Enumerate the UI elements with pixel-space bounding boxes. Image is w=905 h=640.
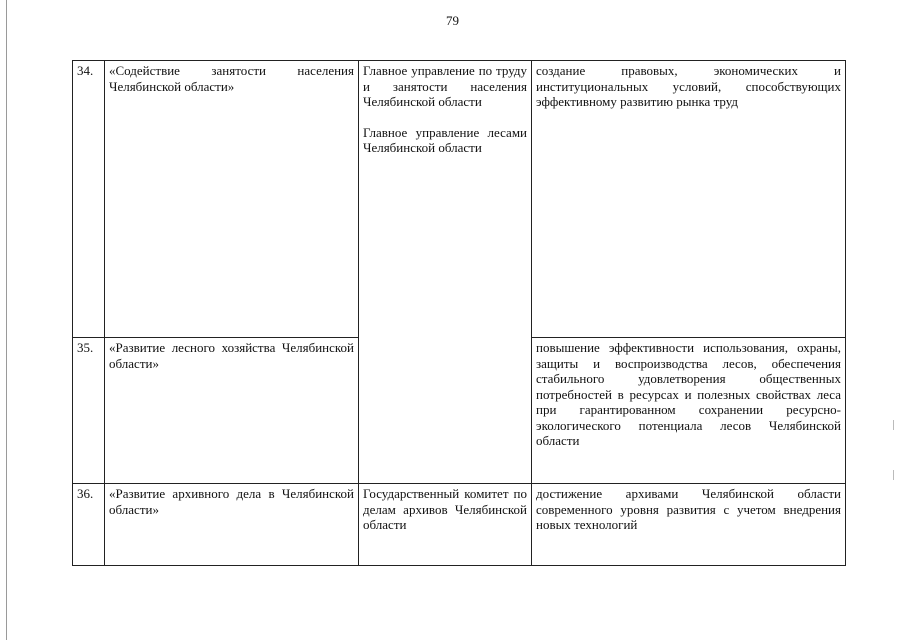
program-goal: создание правовых, экономических и институциональных условий, способствующих эффективному развитию рынка труд xyxy=(532,61,846,338)
table-row xyxy=(73,484,846,566)
scan-mark xyxy=(893,420,894,430)
table-row xyxy=(73,61,846,338)
row-number: 34. xyxy=(73,61,105,338)
page-number: 79 xyxy=(446,13,459,28)
executor-name: Главное управление по труду и занятости населения Челябинской области xyxy=(363,63,527,109)
executor-name: Главное управление лесами Челябинской области xyxy=(363,124,527,155)
program-goal: достижение архивами Челябинской области современного уровня развития с учетом внедрения новых технологий xyxy=(532,484,846,566)
executor-cell xyxy=(359,61,532,484)
row-number: 36. xyxy=(73,484,105,566)
scan-mark xyxy=(893,470,894,480)
program-name: «Содействие занятости населения Челябинской области» xyxy=(105,61,359,338)
row-number: 35. xyxy=(73,338,105,484)
program-name: «Развитие архивного дела в Челябинской области» xyxy=(105,484,359,566)
executor-cell xyxy=(359,484,532,566)
program-goal: повышение эффективности использования, охраны, защиты и воспроизводства лесов, обеспечения стабильного удовлетворения общественных потребностей в ресурсах и полезных свойствах леса при гарантированном сохранении ресурсно-экологического потенциала лесов Челябинской области xyxy=(532,338,846,484)
scan-left-edge xyxy=(6,0,7,640)
programs-table xyxy=(72,60,846,566)
program-name: «Развитие лесного хозяйства Челябинской области» xyxy=(105,338,359,484)
executor-name: Государственный комитет по делам архивов Челябинской области xyxy=(363,486,527,532)
